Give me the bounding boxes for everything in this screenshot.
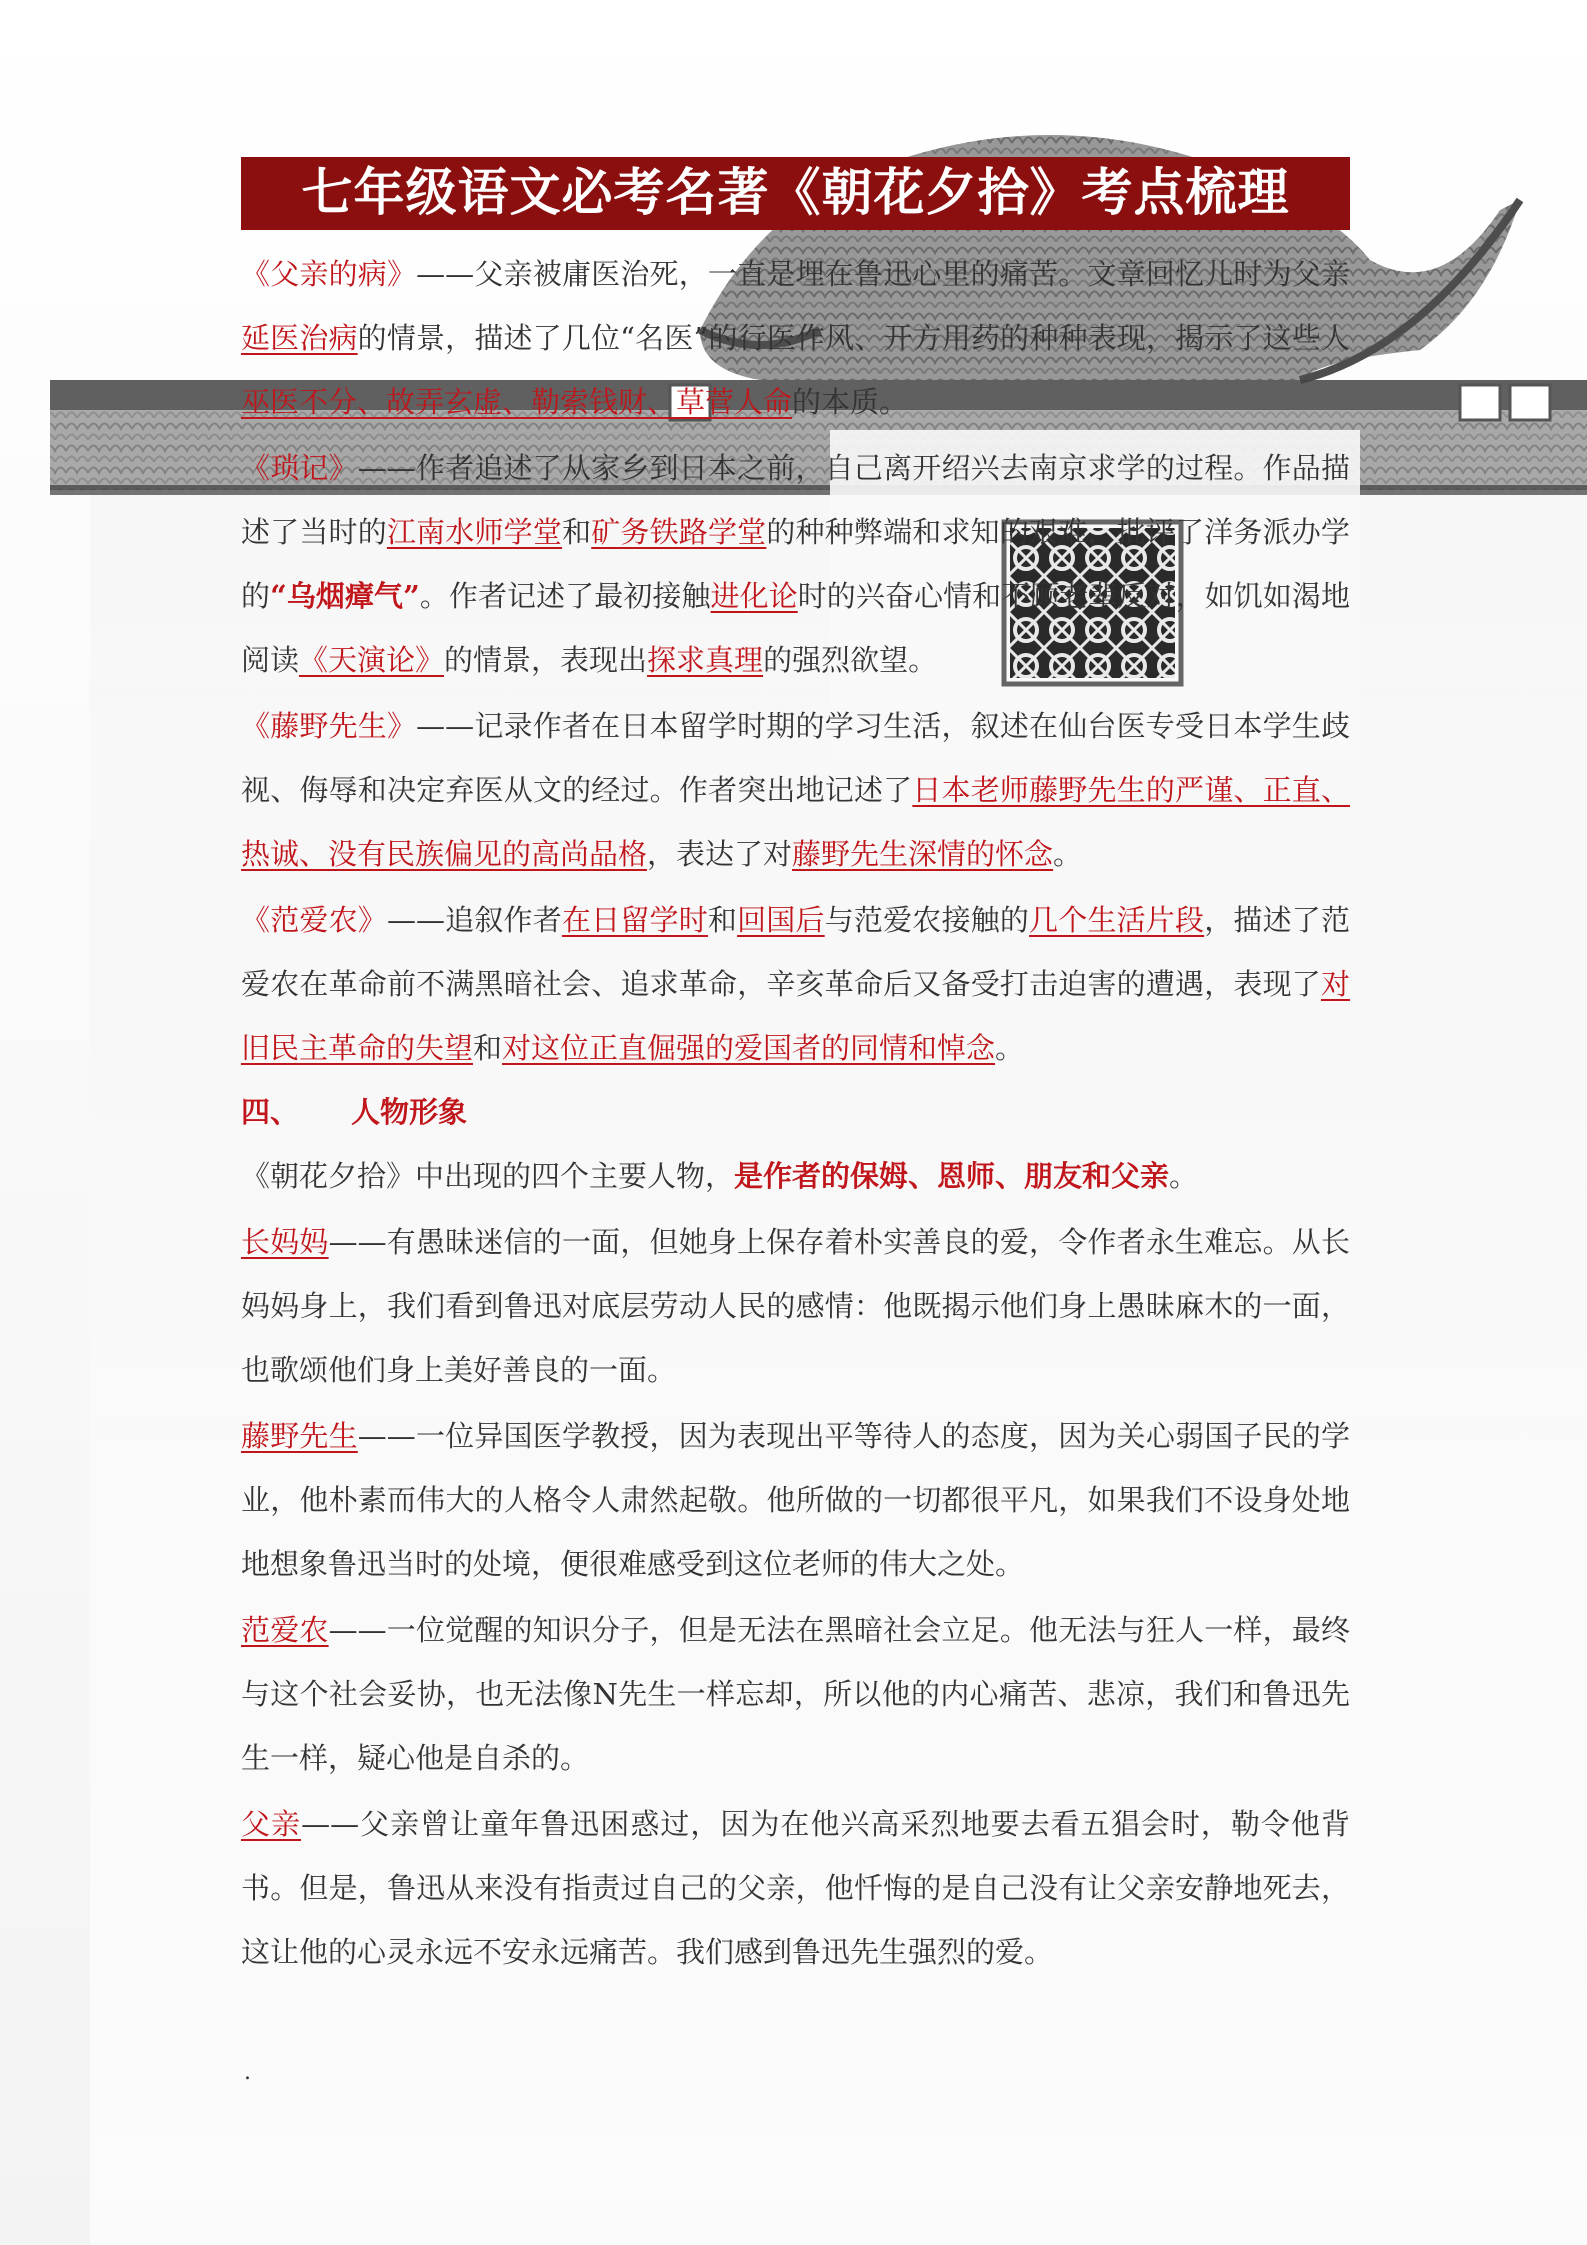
- paragraph-chang-mama: [241, 1210, 1350, 1402]
- text-span: 。: [1053, 837, 1083, 871]
- keyword-highlight: 回国后: [737, 903, 825, 937]
- text-span: 《朝花夕拾》中出现的四个主要人物，: [241, 1159, 735, 1193]
- keyword-highlight: 对这位正直倔强的爱国者的同情和悼念: [502, 1031, 996, 1065]
- chapter-title-fan-ainong: 《范爱农》: [241, 903, 387, 937]
- text-span: ——父亲被庸医治死，一直是埋在鲁迅心里的痛苦。文章回忆儿时为父亲: [416, 257, 1350, 291]
- text-span: 的情景，描述了几位“名医”的行医作风、开方用药的种种表现，揭示了这些人: [357, 321, 1350, 355]
- text-span: ——追叙作者: [386, 903, 562, 937]
- keyword-highlight: 几个生活片段: [1029, 903, 1205, 937]
- text-span: ——记录作者在日本留学时期的学习生活，叙述在仙台医专受日本学生歧视、侮辱和决定弃医从文的经过。作者突出地记述了: [241, 709, 1350, 807]
- title-banner: [241, 157, 1350, 230]
- keyword-highlight: 江南水师学堂: [386, 515, 563, 549]
- character-name-father: 父亲: [241, 1807, 302, 1841]
- text-span: 。作者记述了最初接触: [419, 579, 711, 613]
- paragraph-father-character: [241, 1792, 1350, 1984]
- paragraph-suoji: [241, 436, 1350, 692]
- keyword-highlight: “乌烟瘴气”: [270, 579, 420, 613]
- text-span: ——父亲曾让童年鲁迅困惑过，因为在他兴高采烈地要去看五猖会时，勒令他背书。但是，鲁迅从来没有指责过自己的父亲，他忏悔的是自己没有让父亲安静地死去，这让他的心灵永远不安永远痛苦。我们感到鲁迅先生强烈的爱。: [241, 1807, 1350, 1969]
- keyword-highlight: 藤野先生深情的怀念: [792, 837, 1054, 871]
- paragraph-fujino: [241, 694, 1350, 886]
- end-mark: .: [244, 2060, 251, 2085]
- paragraph-fujino-character: [241, 1404, 1350, 1596]
- paragraph-fan-ainong-character: [241, 1598, 1350, 1790]
- text-span: 。: [995, 1031, 1025, 1065]
- text-span: 。: [1169, 1159, 1199, 1193]
- document-body: [241, 242, 1350, 1984]
- character-name-fujino: 藤野先生: [241, 1419, 358, 1453]
- text-span: 和: [473, 1031, 503, 1065]
- section-heading-characters: [241, 1080, 1350, 1144]
- keyword-highlight: 对旧民主革命的失望: [241, 967, 1350, 1065]
- text-span: 的情景，表现出: [444, 643, 648, 677]
- character-name-fan-ainong: 范爱农: [241, 1613, 329, 1647]
- keyword-highlight: 在日留学时: [561, 903, 708, 937]
- text-span: ——一位异国医学教授，因为表现出平等待人的态度，因为关心弱国子民的学业，他朴素而伟大的人格令人肃然起敬。他所做的一切都很平凡，如果我们不设身处地地想象鲁迅当时的处境，便很难感受到这位老师的伟大之处。: [241, 1419, 1350, 1581]
- text-span: ，描述了范爱农在革命前不满黑暗社会、追求革命，辛亥革命后又备受打击迫害的遭遇，表现了: [241, 903, 1350, 1001]
- keyword-highlight: 是作者的保姆、恩师、朋友和父亲: [734, 1159, 1170, 1193]
- keyword-highlight: 《天演论》: [299, 643, 445, 677]
- character-name-chang-mama: 长妈妈: [241, 1225, 329, 1259]
- text-span: 与范爱农接触的: [824, 903, 1030, 937]
- keyword-highlight: 探求真理: [647, 643, 764, 677]
- keyword-highlight: 进化论: [710, 579, 798, 613]
- keyword-highlight: 矿务铁路学堂: [591, 515, 767, 549]
- keyword-highlight: 日本老师藤野先生的严谨、正直、热诚、没有民族偏见的高尚品格: [241, 773, 1350, 871]
- keyword-highlight: 巫医不分、故弄玄虚、勒索钱财、草菅人命: [241, 385, 793, 419]
- chapter-title-suoji: 《琐记》: [241, 451, 358, 485]
- text-span: ——一位觉醒的知识分子，但是无法在黑暗社会立足。他无法与狂人一样，最终与这个社会妥协，也无法像N先生一样忘却，所以他的内心痛苦、悲凉，我们和鲁迅先生一样，疑心他是自杀的。: [241, 1613, 1350, 1775]
- text-span: 和: [707, 903, 738, 937]
- text-span: 时的兴奋心情和不顾老辈反对，如饥如渴地阅读: [241, 579, 1350, 677]
- text-span: 和: [562, 515, 592, 549]
- text-span: 的本质。: [792, 385, 909, 419]
- text-span: 的种种弊端和求知的艰难，批评了洋务派办学的: [241, 515, 1350, 613]
- chapter-title-father-illness: 《父亲的病》: [241, 257, 417, 291]
- text-span: ，表达了对: [647, 837, 793, 871]
- section-number: 四、: [241, 1095, 300, 1129]
- text-span: ——作者追述了从家乡到日本之前，自己离开绍兴去南京求学的过程。作品描述了当时的: [241, 451, 1350, 549]
- page-title: 七年级语文必考名著《朝花夕拾》考点梳理: [301, 163, 1290, 223]
- section-label: 人物形象: [351, 1095, 468, 1129]
- text-span: 的强烈欲望。: [763, 643, 938, 677]
- chapter-title-fujino: 《藤野先生》: [241, 709, 417, 743]
- paragraph-father-illness: [241, 242, 1350, 434]
- paragraph-fan-ainong: [241, 888, 1350, 1080]
- keyword-highlight: 延医治病: [241, 321, 358, 355]
- paragraph-characters-intro: [241, 1144, 1350, 1208]
- text-span: ——有愚昧迷信的一面，但她身上保存着朴实善良的爱，令作者永生难忘。从长妈妈身上，我们看到鲁迅对底层劳动人民的感情：他既揭示他们身上愚昧麻木的一面，也歌颂他们身上美好善良的一面。: [241, 1225, 1350, 1387]
